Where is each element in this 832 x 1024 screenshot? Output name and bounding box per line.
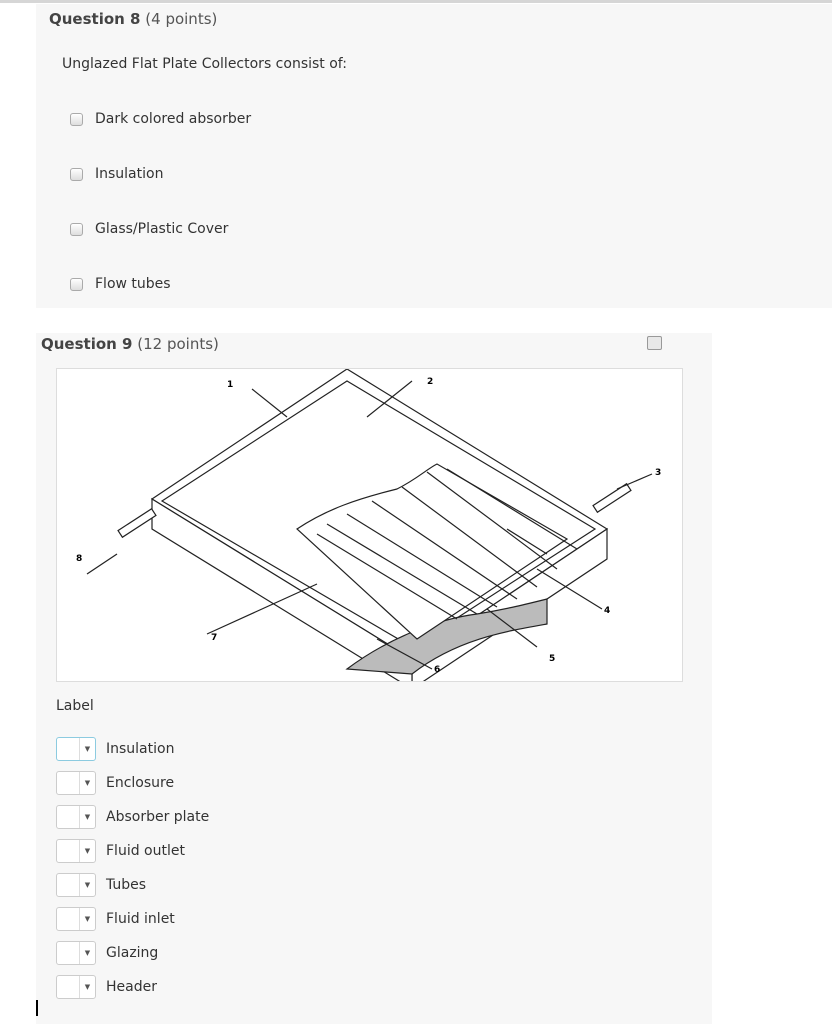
label-row-header [56,975,157,999]
label-dropdown[interactable] [56,737,96,761]
dropdown-arrow-icon: ▼ [84,745,91,753]
text-cursor [36,1000,38,1016]
question-points: (4 points) [145,10,218,28]
option-label: Flow tubes [95,276,171,292]
label-text: Enclosure [106,775,175,791]
label-text: Glazing [106,945,159,961]
option-label: Insulation [95,166,164,182]
dropdown-arrow-icon: ▼ [84,847,91,855]
question-8 [36,4,832,308]
collector-diagram [56,368,683,682]
option-label: Dark colored absorber [95,111,252,127]
checkbox[interactable] [70,113,83,126]
label-text: Insulation [106,741,175,757]
label-dropdown[interactable] [56,805,96,829]
question-9-title [41,335,219,353]
diagram-number-5: 5 [549,654,556,664]
label-row-fluid-outlet [56,839,185,863]
option-label: Glass/Plastic Cover [95,221,229,237]
dropdown-arrow-icon: ▼ [84,915,91,923]
question-number: Question 9 [41,335,133,353]
diagram-number-8: 8 [76,554,83,564]
save-icon[interactable] [647,336,662,350]
dropdown-arrow-icon: ▼ [84,983,91,991]
label-row-glazing [56,941,158,965]
top-divider [0,0,832,3]
label-row-tubes [56,873,146,897]
label-heading: Label [56,698,94,714]
label-dropdown[interactable] [56,975,96,999]
option-insulation[interactable] [70,166,163,182]
question-prompt: Unglazed Flat Plate Collectors consist of: [62,56,347,72]
label-dropdown[interactable] [56,839,96,863]
label-text: Tubes [106,877,147,893]
diagram-number-1: 1 [227,380,234,390]
diagram-number-3: 3 [655,468,662,478]
label-dropdown[interactable] [56,907,96,931]
label-row-insulation [56,737,174,761]
diagram-number-4: 4 [604,606,611,616]
label-text: Absorber plate [106,809,210,825]
label-dropdown[interactable] [56,771,96,795]
dropdown-arrow-icon: ▼ [84,813,91,821]
dropdown-arrow-icon: ▼ [84,949,91,957]
diagram-number-6: 6 [434,665,441,675]
option-dark-colored-absorber[interactable] [70,111,251,127]
question-9 [36,333,712,1024]
dropdown-arrow-icon: ▼ [84,779,91,787]
label-row-fluid-inlet [56,907,175,931]
diagram-number-7: 7 [211,633,218,643]
checkbox[interactable] [70,278,83,291]
label-text: Header [106,979,157,995]
question-8-title [49,10,217,28]
checkbox[interactable] [70,168,83,181]
option-flow-tubes[interactable] [70,276,171,292]
option-glass-plastic-cover[interactable] [70,221,228,237]
label-dropdown[interactable] [56,941,96,965]
question-number: Question 8 [49,10,141,28]
label-row-absorber-plate [56,805,209,829]
question-points: (12 points) [137,335,219,353]
label-text: Fluid inlet [106,911,175,927]
label-row-enclosure [56,771,174,795]
checkbox[interactable] [70,223,83,236]
dropdown-arrow-icon: ▼ [84,881,91,889]
diagram-number-2: 2 [427,377,434,387]
label-text: Fluid outlet [106,843,185,859]
label-dropdown[interactable] [56,873,96,897]
